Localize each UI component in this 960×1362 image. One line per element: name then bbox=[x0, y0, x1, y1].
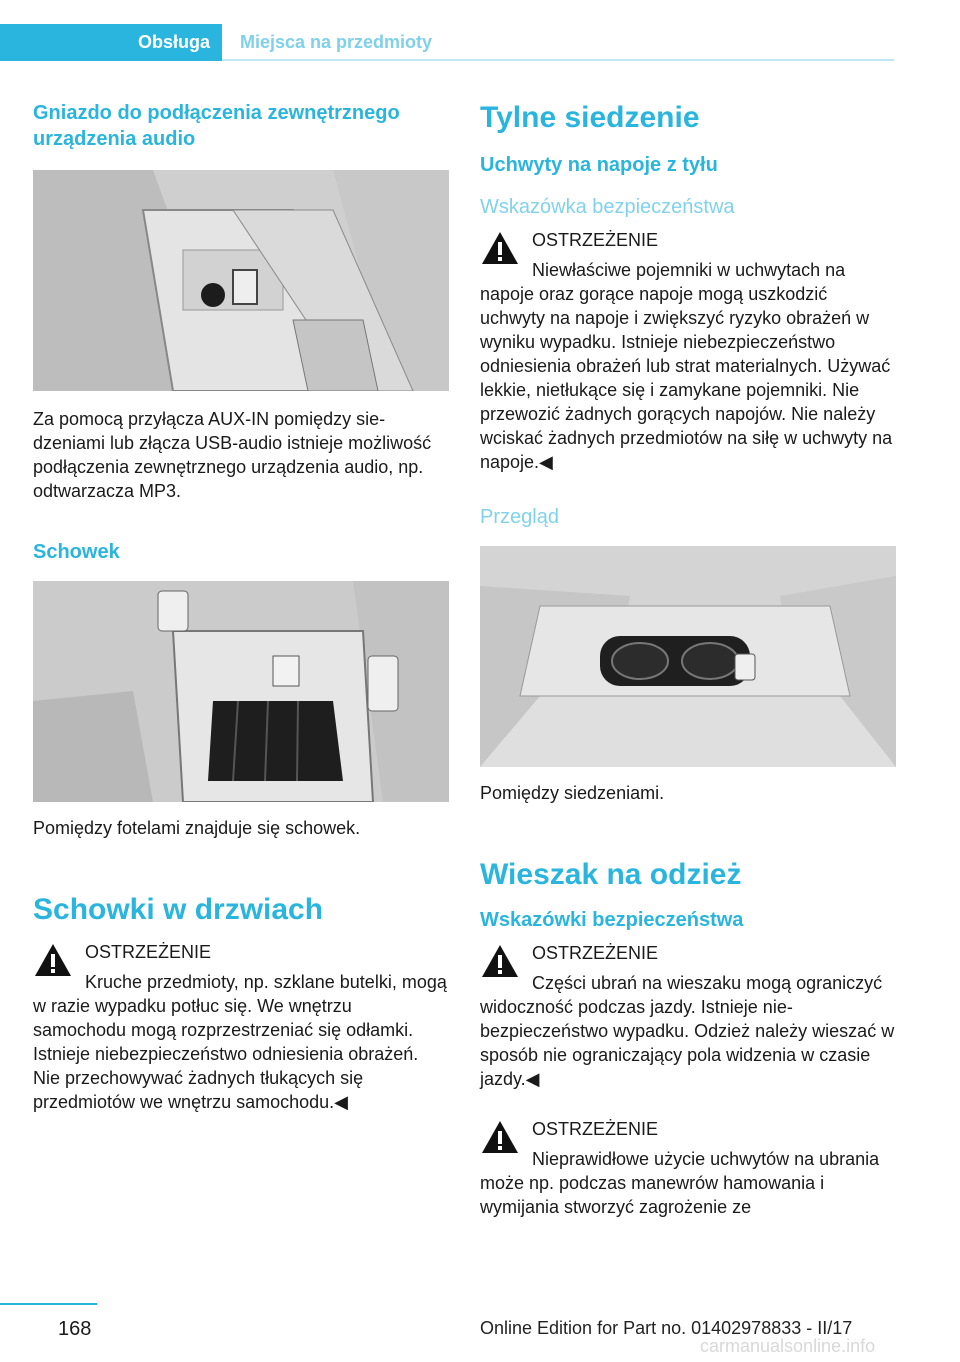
warning-triangle-icon bbox=[480, 1119, 520, 1155]
storage-caption: Pomiędzy fotelami znajduje się schowek. bbox=[33, 818, 361, 838]
section-tab: Miejsca na przedmioty bbox=[240, 32, 433, 52]
coat-hook-warning-2 bbox=[480, 1111, 896, 1219]
edition-note: Online Edition for Part no. 01402978833 - II/17 bbox=[480, 1318, 853, 1338]
warning-label: OSTRZEŻENIE bbox=[532, 943, 659, 963]
warning-text: Kruche przedmioty, np. szklane butelki, mogą w razie wypadku potłuc się. We wnętrzu samochodu mogą rozprzestrzeniać się odłamki. Istnieje niebezpieczeństwo odniesienia obrażeń. Nie przechowywać żadnych tłukących się przedmiotów we wnętrzu samochodu.◀ bbox=[33, 972, 447, 1112]
warning-triangle-icon bbox=[480, 943, 520, 979]
coat-hook-warning-1 bbox=[480, 935, 896, 1091]
audio-socket-photo bbox=[33, 170, 449, 391]
door-pockets-heading: Schowki w drzwiach bbox=[33, 893, 324, 926]
storage-compartment-photo bbox=[33, 581, 449, 802]
overview-caption: Pomiędzy siedzeniami. bbox=[480, 783, 665, 803]
header-divider bbox=[222, 59, 894, 61]
overview-heading: Przegląd bbox=[480, 506, 559, 528]
rear-seat-heading: Tylne siedzenie bbox=[480, 101, 700, 134]
warning-text: Części ubrań na wieszaku mogą ograniczyć widoczność podczas jazdy. Istnieje niebezpieczeństwo wypadku. Odzież należy wieszać w sposób nie ograniczający pola widzenia w czasie jazdy.◀ bbox=[480, 973, 895, 1089]
right-column bbox=[480, 100, 896, 1219]
rear-cupholder-photo bbox=[480, 546, 896, 767]
warning-label: OSTRZEŻENIE bbox=[532, 230, 659, 250]
footer-divider bbox=[0, 1303, 97, 1305]
storage-heading: Schowek bbox=[33, 541, 120, 563]
warning-text: Niewłaściwe pojemniki w uchwytach na napoje oraz gorące napoje mogą uszkodzić uchwyty na napoje i zwiększyć ryzyko obrażeń w wyniku wypadku. Istnieje niebezpieczeństwo odniesienia obrażeń lub strat materialnych. Używać lekkie, nietłukące się i zamykane pojemniki. Nie przewozić żadnych gorących napojów. Nie należy wciskać żadnych przedmiotów na siłę w uchwyty na napoje.◀ bbox=[480, 260, 893, 472]
warning-triangle-icon bbox=[33, 942, 73, 978]
warning-text: Nieprawidłowe użycie uchwytów na ubrania może np. podczas manewrów hamowania i wymijania stworzyć zagrożenie ze bbox=[480, 1149, 880, 1217]
left-column bbox=[33, 100, 449, 1114]
warning-triangle-icon bbox=[480, 230, 520, 266]
safety-note-heading: Wskazówka bezpieczeństwa bbox=[480, 196, 735, 218]
rear-cupholder-heading: Uchwyty na napoje z tyłu bbox=[480, 154, 718, 176]
page-header bbox=[0, 0, 894, 62]
door-warning bbox=[33, 934, 449, 1114]
page-number: 168 bbox=[58, 1318, 92, 1340]
warning-label: OSTRZEŻENIE bbox=[85, 942, 212, 962]
audio-socket-text: Za pomocą przyłącza AUX-IN pomiędzy siedzeniami lub złącza USB-audio istnieje możliwość podłączenia zewnętrznego urządzenia audio, np. odtwarzacza MP3. bbox=[33, 409, 432, 501]
chapter-tab: Obsługa bbox=[0, 24, 222, 61]
coat-hook-heading: Wieszak na odzież bbox=[480, 858, 742, 891]
audio-socket-heading: Gniazdo do podłączenia zewnętrznego urządzenia audio bbox=[33, 102, 400, 150]
safety-notes-heading: Wskazówki bezpieczeństwa bbox=[480, 909, 744, 931]
watermark: carmanualsonline.info bbox=[700, 1336, 876, 1356]
warning-label: OSTRZEŻENIE bbox=[532, 1119, 659, 1139]
cupholder-warning bbox=[480, 222, 896, 474]
